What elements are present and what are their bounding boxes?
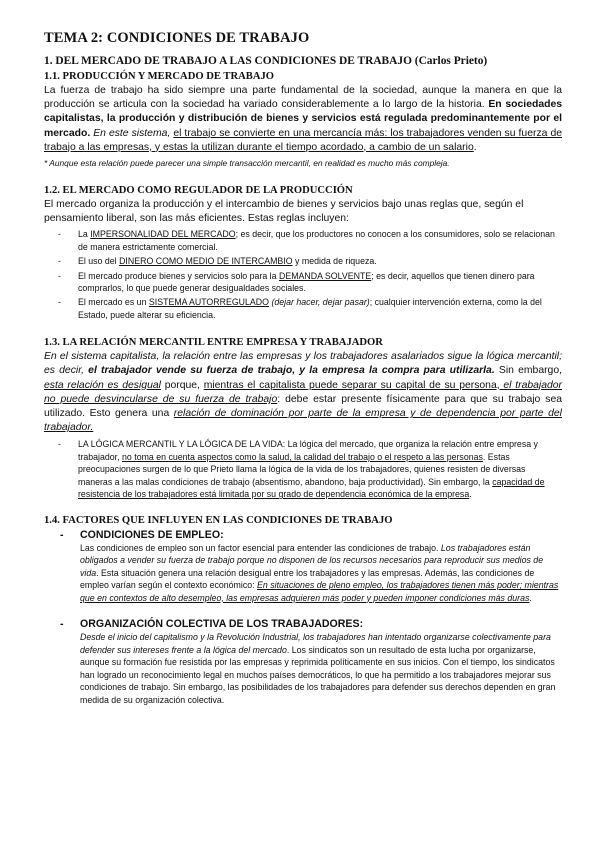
section-1-2-intro: El mercado organiza la producción y el intercambio de bienes y servicios bajo unas reglas que, según el pensamiento liberal, son las más eficientes. Estas reglas incluyen:: [44, 199, 524, 225]
list-item: - El mercado produce bienes y servicios solo para la DEMANDA SOLVENTE; es decir, aquellos que tienen dinero para comprarlos, lo que puede generar desigualdades sociales.: [58, 270, 535, 294]
section-1-heading: 1. DEL MERCADO DE TRABAJO A LAS CONDICIONES DE TRABAJO (Carlos Prieto): [44, 55, 488, 67]
factor-heading: - CONDICIONES DE EMPLEO:: [60, 528, 224, 541]
section-1-1-heading: 1.1. PRODUCCIÓN Y MERCADO DE TRABAJO: [44, 71, 275, 82]
section-1-4-heading: 1.4. FACTORES QUE INFLUYEN EN LAS CONDICIONES DE TRABAJO: [44, 514, 393, 526]
section-1-1-note: * Aunque esta relación puede parecer una simple transacción mercantil, en realidad es mucho más compleja.: [44, 158, 450, 169]
factor-body: Las condiciones de empleo son un factor esencial para entender las condiciones de trabajo. Los trabajadores están obligados a vender su fuerza de trabajo porque no disponen de los recursos necesarios para reproducir sus medios de vida. Esta situación genera una relación desigual entre los trabajadores y las empresas. Además, las condiciones de empleo varían según el contexto económico: En situaciones de pleno empleo, los trabajadores tienen más poder; mientras que en contextos de alto desempleo, las empresas adquieren más poder y pueden imponer condiciones más duras.: [80, 542, 559, 603]
page-title: TEMA 2: CONDICIONES DE TRABAJO: [44, 30, 310, 46]
section-1-3-heading: 1.3. LA RELACIÓN MERCANTIL ENTRE EMPRESA Y TRABAJADOR: [44, 337, 383, 349]
factor-body: Desde el inicio del capitalismo y la Revolución Industrial, los trabajadores han intentado organizarse colectivamente para defender sus intereses frente a la lógica del mercado. Los sindicatos son un resultado de esta lucha por organizarse, aunque su formación fue resistida por las empresas y reprimida políticamente en sus inicios. Con el tiempo, los sindicatos han logrado un reconocimiento legal en muchos países democráticos, lo que ha permitido a los trabajadores mejorar sus condiciones de trabajo. Sin embargo, las posibilidades de los trabajadores para defender sus derechos dependen en gran medida de su organización colectiva.: [80, 632, 556, 705]
list-item: - El mercado es un SISTEMA AUTORREGULADO (dejar hacer, dejar pasar); cualquier intervención externa, como la del Estado, puede alterar su eficiencia.: [58, 297, 542, 320]
factor-heading: - ORGANIZACIÓN COLECTIVA DE LOS TRABAJADORES:: [60, 618, 364, 631]
section-1-1-paragraph: La fuerza de trabajo ha sido siempre una parte fundamental de la sociedad, aunque la manera en que la producción se articula con la sociedad ha variado considerablemente a lo largo de la historia. En sociedades capitalistas, la producción y distribución de bienes y servicios está regulada predominantemente por el mercado. En este sistema, el trabajo se convierte en una mercancía más: los trabajadores venden su fuerza de trabajo a las empresas, y estas la utilizan durante el tiempo acordado, a cambio de un salario.: [44, 85, 562, 153]
section-1-3-paragraph: En el sistema capitalista, la relación entre las empresas y los trabajadores asalariados sigue la lógica mercantil; es decir, el trabajador vende su fuerza de trabajo, y la empresa la compra para utilizarla. Sin embargo, esta relación es desigual porque, mientras el capitalista puede separar su capital de su persona, el trabajador no puede desvincularse de su fuerza de trabajo: debe estar presente físicamente para que su trabajo sea utilizado. Esto genera una relación de dominación por parte de la empresa y de dependencia por parte del trabajador.: [44, 351, 563, 434]
market-rules-list: [44, 228, 562, 321]
list-item: - LA LÓGICA MERCANTIL Y LA LÓGICA DE LA VIDA: La lógica del mercado, que organiza la relación entre empresa y trabajador, no toma en cuenta aspectos como la salud, la calidad del trabajo o el respeto a las personas. Estas preocupaciones surgen de lo que Prieto llama la lógica de la vida de los trabajadores, quienes resisten de diversas maneras a las malas condiciones de trabajo (absentismo, abandono, baja productividad). Sin embargo, la capacidad de resistencia de los trabajadores está limitada por su grado de dependencia económica de la empresa.: [58, 439, 545, 500]
list-item: - La IMPERSONALIDAD DEL MERCADO; es decir, que los productores no conocen a los consumidores, solo se relacionan de manera estrictamente comercial.: [58, 229, 555, 252]
section-1-2-heading: 1.2. EL MERCADO COMO REGULADOR DE LA PRODUCCIÓN: [44, 185, 353, 197]
list-item: - El uso del DINERO COMO MEDIO DE INTERCAMBIO y medida de riqueza.: [58, 256, 377, 267]
